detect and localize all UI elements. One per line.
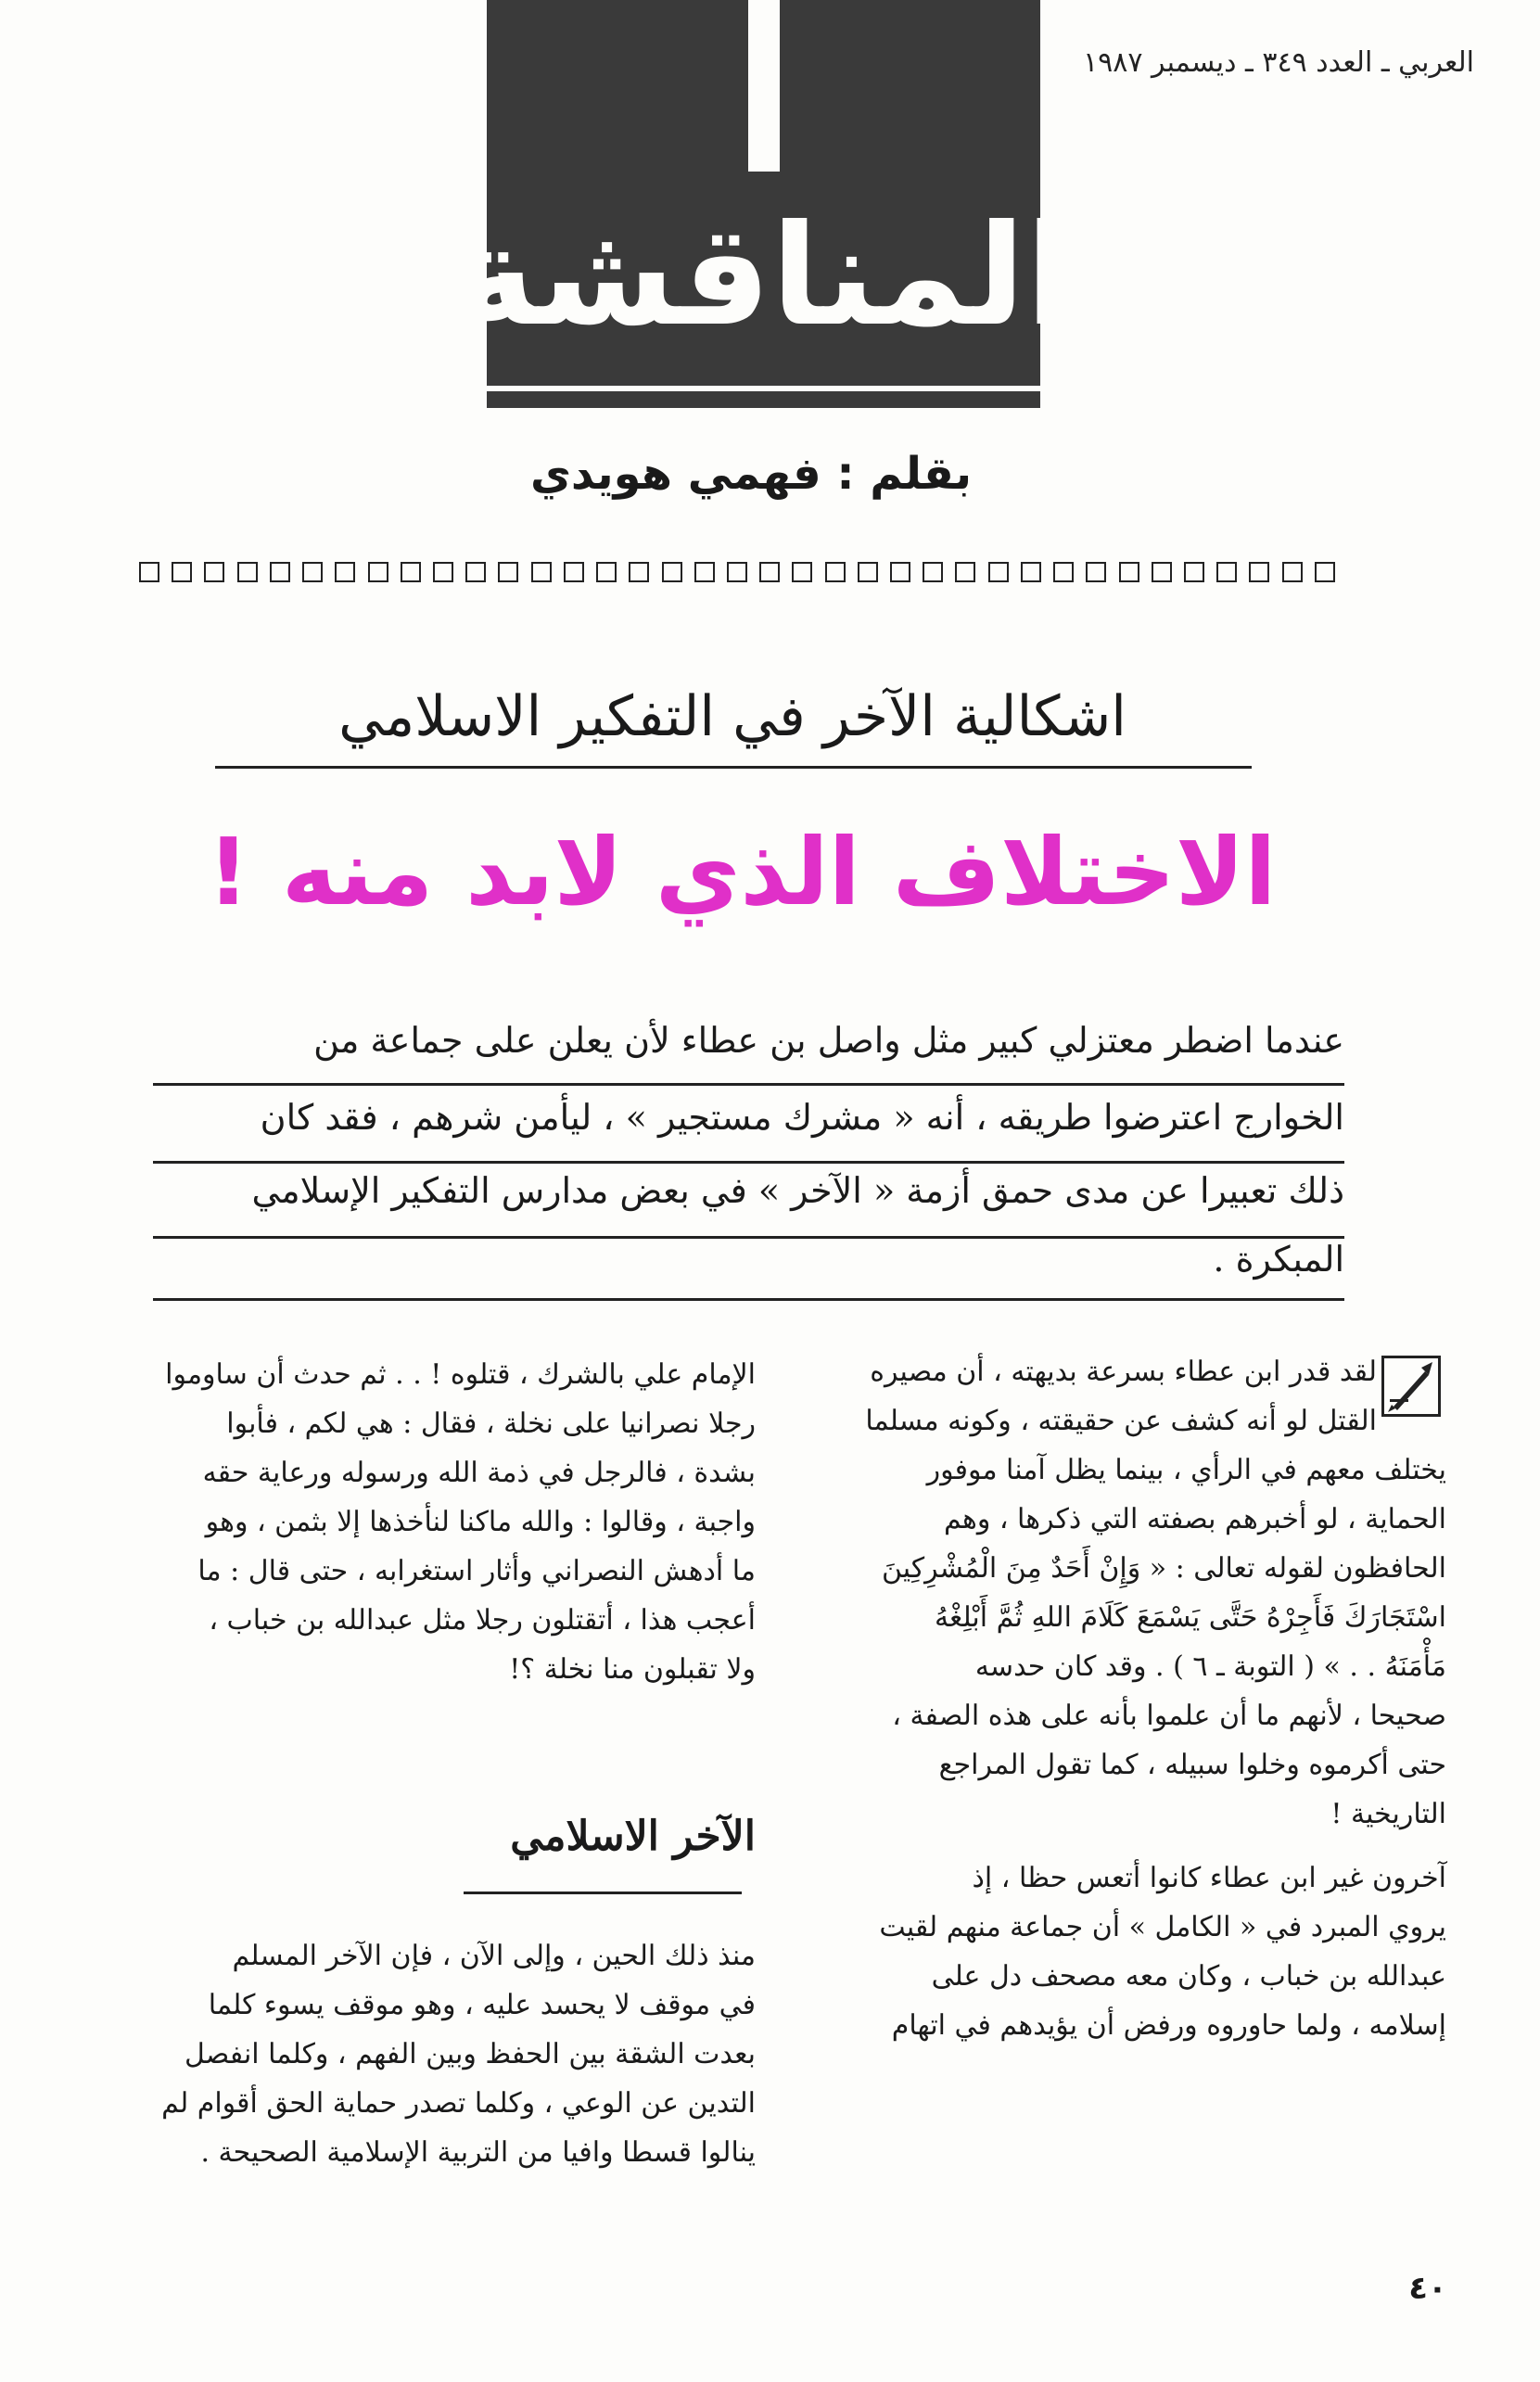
masthead-title: المناقشة: [453, 195, 1074, 357]
ornament-squares-row: [139, 556, 1335, 588]
headline: الاختلاف الذي لابد منه !: [207, 818, 1277, 926]
ornament-square: [825, 562, 846, 582]
section-subhead: الآخر الاسلامي: [510, 1813, 756, 1860]
kicker-underline: [215, 766, 1252, 769]
ornament-square: [237, 562, 258, 582]
text-line: التاريخية !: [1330, 1798, 1446, 1830]
ornament-square: [1216, 562, 1237, 582]
ornament-square: [629, 562, 649, 582]
text-line: صحيحا ، لأنهم ما أن علموا بأنه على هذه الصفة ،: [892, 1700, 1446, 1732]
text-line: الإمام علي بالشرك ، قتلوه ! . . ثم حدث أن ساوموا: [165, 1358, 756, 1391]
ornament-square: [172, 562, 192, 582]
masthead-rule: [487, 386, 1040, 391]
ornament-square: [759, 562, 780, 582]
text-line: بعدت الشقة بين الحفظ وبين الفهم ، وكلما انفصل: [185, 2038, 756, 2070]
intro-rule: [153, 1161, 1344, 1164]
ornament-square: [433, 562, 453, 582]
right-column-first-lines: [797, 1349, 1377, 1447]
ornament-square: [858, 562, 878, 582]
intro-line: الخوارج اعترضوا طريقه ، أنه « مشرك مستجير » ، ليأمن شرهم ، فقد كان: [260, 1097, 1344, 1138]
ornament-square: [727, 562, 747, 582]
kicker-title: اشكالية الآخر في التفكير الاسلامي: [338, 684, 1126, 749]
intro-line: المبكرة .: [1213, 1239, 1344, 1280]
text-line: في موقف لا يحسد عليه ، وهو موقف يسوء كلما: [208, 1989, 756, 2021]
ornament-square: [955, 562, 975, 582]
text-line: يختلف معهم في الرأي ، بينما يظل آمنا موفور: [926, 1454, 1446, 1486]
ornament-square: [890, 562, 910, 582]
text-line: رجلا نصرانيا على نخلة ، فقال : هي لكم ، فأبوا: [226, 1408, 756, 1440]
ornament-square: [662, 562, 682, 582]
text-line: آخرون غير ابن عطاء كانوا أتعس حظا ، إذ: [972, 1862, 1446, 1894]
ornament-square: [531, 562, 552, 582]
text-line: أعجب هذا ، أتقتلون رجلا مثل عبدالله بن خباب ،: [209, 1604, 756, 1637]
text-line: يروي المبرد في « الكامل » أن جماعة منهم لقيت: [879, 1911, 1446, 1943]
ornament-square: [1021, 562, 1041, 582]
ornament-square: [401, 562, 421, 582]
text-line: منذ ذلك الحين ، وإلى الآن ، فإن الآخر المسلم: [232, 1940, 756, 1972]
ornament-square: [204, 562, 224, 582]
ornament-square: [498, 562, 518, 582]
text-line: واجبة ، وقالوا : والله ماكنا لنأخذها إلا بثمن ، وهو: [205, 1506, 756, 1538]
text-line: اسْتَجَارَكَ فَأَجِرْهُ حَتَّى يَسْمَعَ كَلَامَ اللهِ ثُمَّ أَبْلِغْهُ: [934, 1601, 1446, 1634]
left-column-bottom: [93, 1933, 756, 2179]
text-line: التدين عن الوعي ، وكلما تصدر حماية الحق أقوام لم: [161, 2087, 756, 2120]
text-line: بشدة ، فالرجل في ذمة الله ورسوله ورعاية حقه: [202, 1457, 756, 1489]
text-line: ينالوا قسطا وافيا من التربية الإسلامية الصحيحة .: [200, 2136, 756, 2169]
issue-line: العربي ـ العدد ٣٤٩ ـ ديسمبر ١٩٨٧: [1083, 46, 1474, 79]
text-line: حتى أكرموه وخلوا سبيله ، كما تقول المراجع: [938, 1749, 1446, 1781]
ornament-square: [1249, 562, 1269, 582]
masthead-logo: [453, 0, 1074, 408]
text-line: الحماية ، لو أخبرهم بصفته التي ذكرها ، وهم: [944, 1503, 1446, 1535]
text-line: الحافظون لقوله تعالى : « وَإِنْ أَحَدٌ مِنَ الْمُشْرِكِينَ: [881, 1552, 1446, 1585]
text-line: إسلامه ، ولما حاوروه ورفض أن يؤيدهم في اتهام: [891, 2009, 1446, 2042]
left-column-top: [93, 1352, 756, 1696]
ornament-square: [270, 562, 290, 582]
ornament-square: [1184, 562, 1204, 582]
quill-pen-icon: [1381, 1356, 1441, 1417]
ornament-square: [1282, 562, 1303, 582]
intro-line: عندما اضطر معتزلي كبير مثل واصل بن عطاء لأن يعلن على جماعة من: [313, 1020, 1344, 1061]
ornament-square: [596, 562, 617, 582]
text-line: مَأْمَنَهُ . . » ( التوبة ـ ٦ ) . وقد كان حدسه: [974, 1650, 1446, 1683]
ornament-square: [694, 562, 715, 582]
ornament-square: [368, 562, 388, 582]
ornament-square: [1086, 562, 1106, 582]
masthead-notch: [748, 0, 780, 172]
intro-line: ذلك تعبيرا عن مدى حمق أزمة « الآخر » في بعض مدارس التفكير الإسلامي: [251, 1170, 1344, 1211]
text-line: لقد قدر ابن عطاء بسرعة بديهته ، أن مصيره: [870, 1356, 1377, 1388]
ornament-square: [1053, 562, 1074, 582]
ornament-square: [1152, 562, 1172, 582]
text-line: ما أدهش النصراني وأثار استغرابه ، حتى قال : ما: [197, 1555, 756, 1587]
ornament-square: [335, 562, 355, 582]
ornament-square: [465, 562, 486, 582]
page-number: ٤٠: [1408, 2270, 1447, 2307]
subhead-underline: [464, 1892, 742, 1894]
ornament-square: [139, 562, 159, 582]
text-line: القتل لو أنه كشف عن حقيقته ، وكونه مسلما: [865, 1405, 1377, 1437]
ornament-square: [1119, 562, 1139, 582]
text-line: عبدالله بن خباب ، وكان معه مصحف دل على: [931, 1960, 1446, 1993]
right-column: [797, 1447, 1446, 2052]
ornament-square: [792, 562, 812, 582]
ornament-square: [302, 562, 323, 582]
byline: بقلم : فهمي هويدي: [529, 448, 973, 500]
ornament-square: [1315, 562, 1335, 582]
intro-rule: [153, 1083, 1344, 1086]
ornament-square: [564, 562, 584, 582]
text-line: ولا تقبلون منا نخلة ؟!: [509, 1653, 756, 1686]
intro-rule: [153, 1298, 1344, 1301]
ornament-square: [923, 562, 943, 582]
ornament-square: [988, 562, 1009, 582]
